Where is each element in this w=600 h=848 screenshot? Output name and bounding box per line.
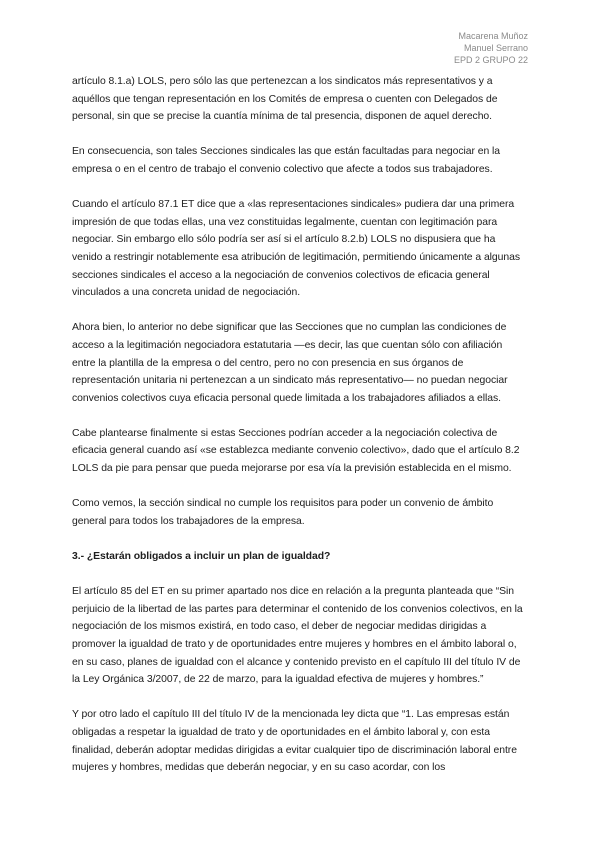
header-group: EPD 2 GRUPO 22 [453, 55, 528, 65]
paragraph-4: Ahora bien, lo anterior no debe significar que las Secciones que no cumplan las condiciones de acceso a la legitimación negociadora estatutaria —es decir, las que cuentan sólo con afiliación entre la plantilla de la empresa o del centro, pero no con presencia en sus órganos de representación unitaria ni pertenezcan a un sindicato más representativo— no puedan negociar convenios colectivos cuya eficacia personal quede limitada a los trabajadores afiliados a ellas. [72, 322, 508, 404]
paragraph-8: Y por otro lado el capítulo III del título IV de la mencionada ley dicta que “1. Las empresas están obligadas a respetar la igualdad de trato y de oportunidades en el ámbito laboral y, con esta finalidad, deberán adoptar medidas dirigidas a evitar cualquier tipo de discriminación laboral entre mujeres y hombres, medidas que deberán negociar, y en su caso acordar, con los [72, 709, 517, 774]
paragraph-6: Como vemos, la sección sindical no cumple los requisitos para poder un convenio de ámbito general para todos los trabajadores de la empresa. [72, 498, 494, 527]
page-header [454, 30, 528, 66]
header-author-2: Manuel Serrano [463, 43, 528, 53]
paragraph-3: Cuando el artículo 87.1 ET dice que a «las representaciones sindicales» pudiera dar una primera impresión de que todas ellas, una vez constituidas legalmente, cuentan con legitimación para negociar. Sin embargo ello sólo podría ser así si el artículo 8.2.b) LOLS no dispusiera que ha venido a restringir notablemente esa atribución de legitimación, permitiendo únicamente a algunas secciones sindicales el acceso a la negociación de convenios colectivos de eficacia general vinculados a una concreta unidad de negociación. [72, 199, 520, 299]
section-heading: 3.- ¿Estarán obligados a incluir un plan de igualdad? [72, 551, 331, 563]
document-body [72, 73, 528, 794]
paragraph-5: Cabe plantearse finalmente si estas Secciones podrían acceder a la negociación colectiva de eficacia general cuando así «se establezca mediante convenio colectivo», dado que el artículo 8.2 LOLS da pie para pensar que pueda mejorarse por esa vía la previsión establecida en el mismo. [72, 427, 520, 475]
paragraph-1: artículo 8.1.a) LOLS, pero sólo las que pertenezcan a los sindicatos más representativos y a aquéllos que tengan representación en los Comités de empresa o cuenten con Delegados de personal, sin que se precise la cuantía mínima de tal presencia, disponen de aquel derecho. [72, 76, 498, 123]
header-author-1: Macarena Muñoz [458, 31, 528, 41]
paragraph-2: En consecuencia, son tales Secciones sindicales las que están facultadas para negociar en la empresa o en el centro de trabajo el convenio colectivo que afecte a todos sus trabajadores. [72, 146, 501, 175]
paragraph-7: El artículo 85 del ET en su primer apartado nos dice en relación a la pregunta planteada que “Sin perjuicio de la libertad de las partes para determinar el contenido de los convenios colectivos, en la negociación de los mismos existirá, en todo caso, el deber de negociar medidas dirigidas a promover la igualdad de trato y de oportunidades entre mujeres y hombres en el ámbito laboral o, en su caso, planes de igualdad con el alcance y contenido previsto en el capítulo III del título IV de la Ley Orgánica 3/2007, de 22 de marzo, para la igualdad efectiva de mujeres y hombres.” [72, 586, 523, 686]
